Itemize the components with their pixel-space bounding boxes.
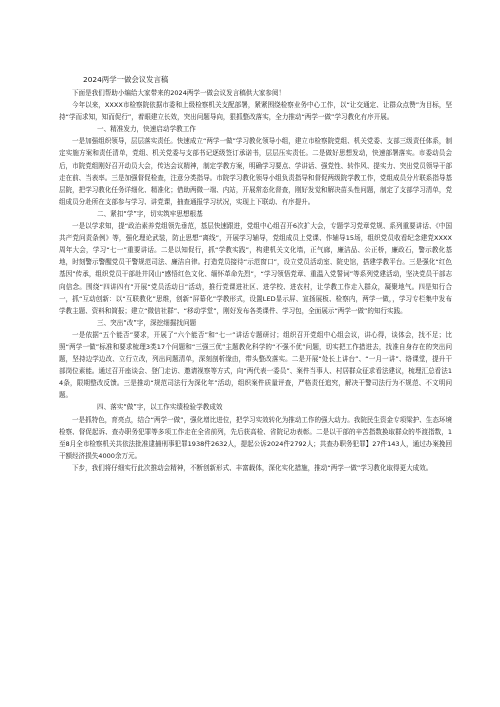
section-4-paragraph: 一是抓特色，育亮点，结合“两学一做”，强化增比进位，把学习实效转化为推动工作的强大动力。我院民生资金专项梁护、生态环境检察、督促起诉、查办职务犯罪等多项工作走在全省前列，先后获高检、省院记功表彰。二是以干部的辛苦指数换取群众的毕渡指数，1至8月全市检察机关共依法批准逮捕刑事犯罪1938件2632人，提起公诉2024件2792人；共查办职务犯罪】27件143人，通过办案挽回干额经济损失4000余万元。 xyxy=(59,415,452,460)
intro-paragraph: 下面是我们帮助小编给大家带来的2024两学一做会议发言稿供大家参阅！ xyxy=(72,89,286,97)
section-heading-1: 一、精准发力，快速启动学教工作 xyxy=(97,125,196,134)
section-heading-3: 三、突出“改”字，深挖细掘找问题 xyxy=(97,318,197,327)
section-1-paragraph: 一是加强组织领导，层层落实责任。快速成立“两学一做”学习教化领导小组，建立市检察院党组、机关党委、支部三级责任体系，制定实施方案和责任清单，党组、机关党委与支部书记逐级签订承诺书，层层压实责任。二是做好思想发动，快速部署落实。市委动员会后，市院党组刚好召开动员大会，传达会议精神，制定学教方案，明确学习要点、学讲话、强党性、转作风、提实力、突出党员领导干部走在前、当表率。三是加强督促检查，注意分类指导。市院学习教化领导小组负责指导和督促两级院学教工作，党组成员分片联系指导基层院，把学习教化任务详细化、精准化；借助两微一端、内站，开展常态化督查，刚好发觉和解决苗头性问题，制定了支部学习清单，党组成员分赴所在支部参与学习、讲党课，抽查通报学习状况，实现上下联动、有序提升。 xyxy=(59,137,452,206)
document-title: 2024两学一做会议发言稿 xyxy=(83,75,169,84)
section-2-paragraph: 一是以学求知，提“政治素养党组领先垂范，基层快速跟进，党组中心组召开6次扩大会，专题学习党章党规、系列重要讲话、《中国共产党问责条例》等，强化理论武装，防止思想“离线”，开展学习辅导，党组成员上党课、作辅导15场，组织党员收看纪念建党XXXX周年大会，学习“七一”重要讲话。二是以知促行，抓“学教实践”，构建机关文化墙，正气廊，廉洁品、公正桥，廉政石，警示教化基地，时刻警示警醒党员干警规范司法、廉洁自律。打造党员接待“示范窗口”，设立党员活动室、院史馆，搭建学教平台。三是强化“红色基因”传承，组织党员干部赴井冈山“感悟红色文化、缅怀革命先烈”，“学习领悟党章、重温入党誓词”等系列党建活动，坚决党员干部志向信念。围绕“四讲四有”开展“党员活动日”活动，推行党课进社区、进学校、进农村，让学教工作走入群众，凝聚地气。四是知行合一，抓“互动创新：以“互联教化”思维，创新“屏幕化”学教形式，设置LED显示屏、宣扬展板、检察内，两学一做，，学习专栏集中发布学教主题、资料和简报；建立“微信社群”、“移动学堂”，刚好发布各类课件、学习包，全面展示“两学一做”的知行实践。 xyxy=(59,222,452,315)
section-3-paragraph: 一是依据“五个能否”要求，开展了“六个能否”和“七一”讲话专题研讨；组织召开党组中心组会议，讲心得，谈体会，找不足；比照“两学一做”标准和要求梳理3类17个问题和“三强三优”主题教化科学的“不强不优”问题，切实把工作措进去，找准自身存在的突出问题，坚持边学边改、立行立改，列出问题清单，深刻剖析缘由，带头整改落实。二是开展“处长上讲台”、“一月一讲”、络课堂，提升干部岗位素能。通过召开座谈会、登门走访、邀请视察等方式，向“两代表一委员”、案件当事人、村居群众征求看法建议，梳理汇总看法14条，限期整改反馈。三是推动“规范司法行为深化年”活动，组织案件质量评查，严格责任追究，解决干警司法行为不规范、不文明问题。 xyxy=(59,330,452,400)
closing-paragraph: 下步，我们将仔细实行此次推动会精神，不断创新形式、丰富载体，深化实化措施，推动“两学一做”学习教化取得更大成效。 xyxy=(72,463,433,472)
section-heading-4: 四、落实“做”字，以工作实绩检验学教成效 xyxy=(97,403,223,412)
summary-paragraph: 今年以来，XXXX市检察院依据市委和上级检察机关支配部署，紧紧围绕检察业务中心工作，以“让交通定、让群众点赞”为目标，坚持“学而求知，知而促行”，着眼建立长效，突出问题导向，狠抓整改落实，全力推动“两学一做”学习教化有序开展。 xyxy=(59,101,452,122)
section-heading-2: 二、紧扣“学”字，切实筑牢思想根基 xyxy=(97,209,203,218)
